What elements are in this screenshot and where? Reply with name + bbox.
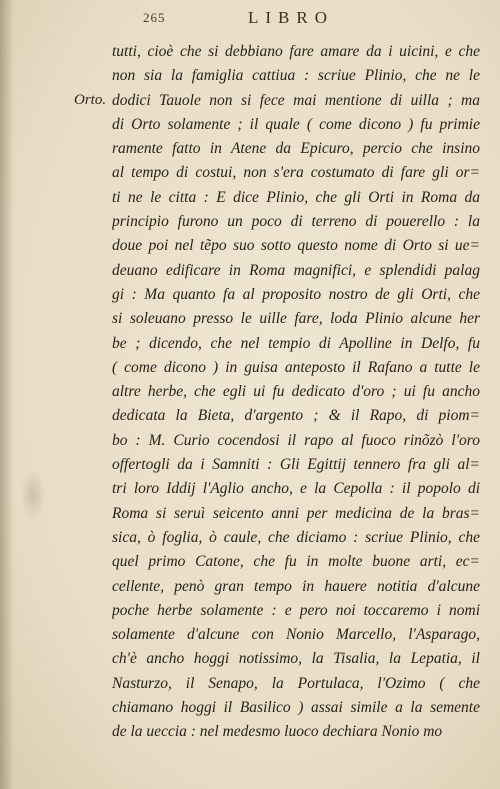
text-line: al tempo di costui, non s'era costumato di fare gli or= (112, 164, 480, 182)
text-line: gi : Ma quanto fa al proposito nostro de gli Orti, che (112, 285, 480, 303)
text-line: altre herbe, che egli ui fu dedicato d'oro ; ui fu ancho (112, 383, 480, 401)
text-line: de la ueccia : nel medesmo luoco dechiara Nonio mo (112, 723, 443, 741)
paper-stain (20, 470, 46, 520)
text-line: offertogli da i Samniti : Gli Egittij tennero fra gli al= (112, 456, 480, 474)
text-line: quel primo Catone, che fu in molte buone arti, ec= (112, 553, 480, 571)
running-head (0, 8, 500, 30)
text-line: ti ne le citta : E dice Plinio, che gli Orti in Roma da (112, 188, 480, 206)
text-line: di Orto solamente ; il quale ( come dicono ) fu primie (112, 115, 480, 133)
text-line: tutti, cioè che si debbiano fare amare da i uicini, e che (112, 43, 480, 60)
page-number: 265 (143, 10, 166, 25)
text-line: dedicata la Bieta, d'argento ; & il Rapo, di piom= (112, 407, 480, 425)
text-line: poche herbe solamente : e pero noi toccaremo i nomi (112, 601, 480, 619)
margin-note: Orto. (74, 92, 107, 108)
text-line: solamente d'alcune con Nonio Marcello, l'Asparago, (112, 626, 480, 644)
text-line: ch'è ancho hoggi notissimo, la Tisalia, la Lepatia, il (112, 650, 480, 668)
running-title: LIBRO (248, 8, 334, 27)
body-text (112, 40, 480, 745)
text-line: be ; dicendo, che nel tempio di Apolline in Delfo, fu (112, 334, 480, 352)
text-line: sica, ò foglia, ò caule, che diciamo : scriue Plinio, che (112, 528, 480, 546)
text-line: ramente fatto in Atene da Epicuro, percio che insino (112, 140, 480, 158)
text-line: ( come dicono ) in guisa anteposto il Rafano a tutte le (112, 358, 480, 376)
gutter-shadow (0, 0, 14, 789)
text-line: bo : M. Curio cocendosi il rapo al fuoco rinõzò l'oro (112, 431, 480, 449)
text-line: deuano edificare in Roma magnifici, e splendidi palag (112, 261, 480, 279)
text-line: dodici Tauole non si fece mai mentione di uilla ; ma (112, 91, 480, 109)
text-line: tri loro Iddij l'Aglio ancho, e la Cepolla : il popolo di (112, 480, 480, 498)
text-line: cellente, penò gran tempo in hauere notitia d'alcune (112, 577, 480, 595)
text-line: Nasturzo, il Senapo, la Portulaca, l'Ozimo ( che (112, 674, 480, 692)
text-line: principio furono un poco di terreno di pouerello : la (112, 213, 480, 231)
text-line: si soleuano presso le uille fare, loda Plinio alcune her (112, 310, 480, 328)
text-line: chiamano hoggi il Basilico ) assai simile a la semente (112, 699, 480, 717)
text-line: non sia la famiglia cattiua : scriue Plinio, che ne le (112, 67, 480, 85)
text-line: Roma si seruì seicento anni per medicina de la bras= (112, 504, 480, 522)
text-line: doue poi nel tẽpo suo sotto questo nome di Orto si ue= (112, 237, 480, 255)
